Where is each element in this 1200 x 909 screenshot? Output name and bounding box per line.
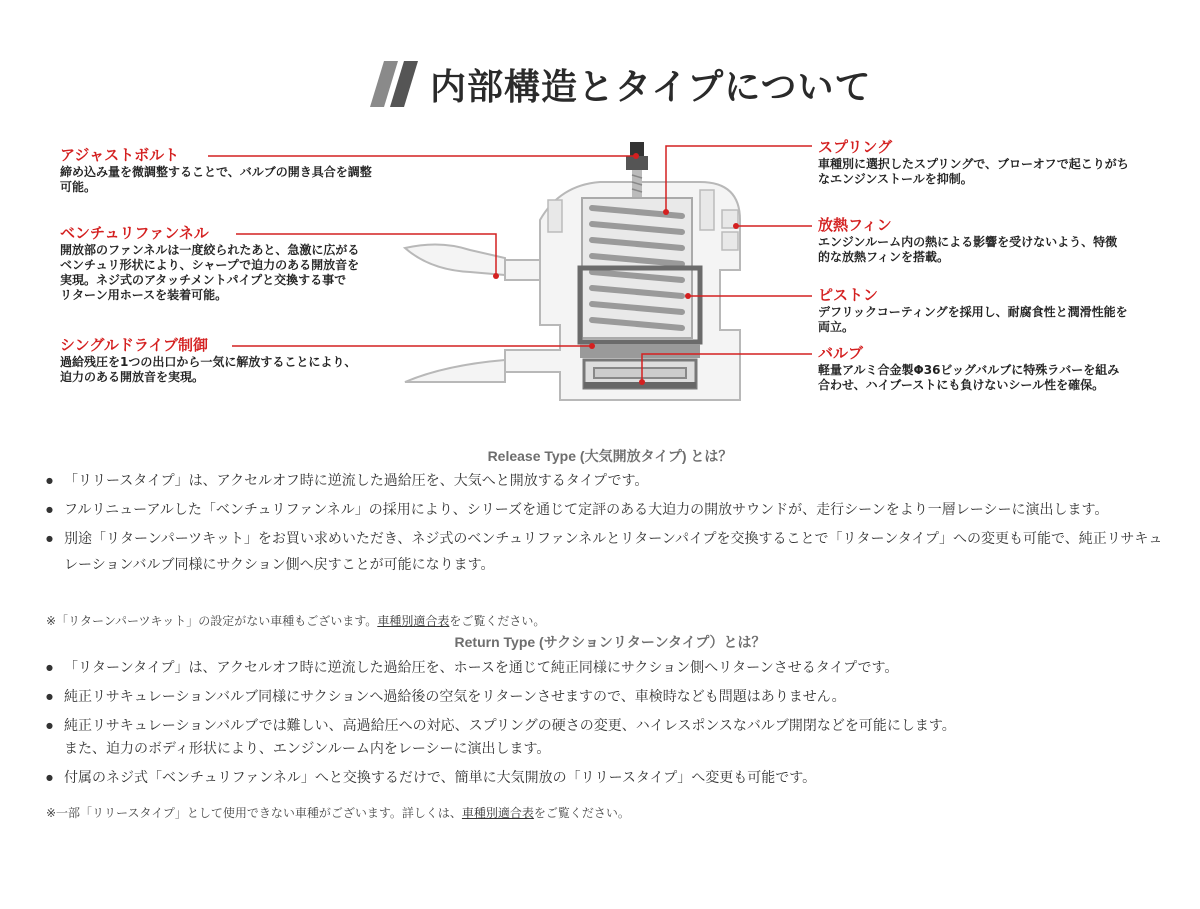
list-item: ● 「リターンタイプ」は、アクセルオフ時に逆流した過給圧を、ホースを通じて純正同様にサクション側へリターンさせるタイプです。 [46,655,1176,681]
callout-cooling-fins [818,216,1117,265]
list-item: ● 純正リサキュレーションバルブでは難しい、高過給圧への対応、スプリングの硬さの変更、ハイレスポンスなバルブ開閉などを可能にします。 [46,713,1176,739]
callout-adjust-bolt [60,146,372,195]
callout-title: ピストン [818,286,879,304]
note-text: ※一部「リリースタイプ」として使用できない車種がございます。詳しくは、 [46,806,462,820]
note-text: をご覧ください。 [533,806,630,820]
section-header [370,58,871,110]
callout-title: ベンチュリファンネル [60,224,209,242]
list-item: ● フルリニューアルした「ベンチュリファンネル」の採用により、シリーズを通じて定評のある大迫力の開放サウンドが、走行シーンをより一層レーシーに演出します。 [46,497,1176,523]
callout-text: 可能。 [60,180,97,194]
callout-text: 締め込み量を微調整することで、バルブの開き具合を調整 [60,165,372,179]
callout-text: 軽量アルミ合金製Φ36ビッグバルブに特殊ラバーを組み [818,363,1120,377]
callout-piston [818,286,1128,335]
return-note [46,804,630,821]
callout-title: アジャストボルト [60,146,180,164]
callout-text: リターン用ホースを装着可能。 [60,288,228,302]
list-item-continuation: また、迫力のボディ形状により、エンジンルーム内をレーシーに演出します。 [64,741,551,757]
release-type-list [46,468,1176,581]
callout-venturi-funnel [60,224,359,303]
callout-title: シングルドライブ制御 [60,336,208,354]
structure-diagram [0,120,1200,420]
callout-text: なエンジンストールを抑制。 [818,172,973,186]
return-type-list [46,655,1176,794]
callout-text: 合わせ、ハイブーストにも負けないシール性を確保。 [818,378,1105,392]
callout-text: エンジンルーム内の熱による影響を受けないよう、特徴 [818,235,1118,249]
release-note [46,612,545,629]
callout-text: 開放部のファンネルは一度絞られたあと、急激に広がる [60,243,360,257]
compatibility-table-link[interactable]: 車種別適合表 [461,806,534,820]
callout-text: 実現。ネジ式のアタッチメントパイプと交換する事で [60,273,347,287]
callout-text: 車種別に選択したスプリングで、ブローオフで起こりがち [818,157,1129,171]
callout-title: バルブ [818,344,864,362]
callout-text: 迫力のある開放音を実現。 [60,370,205,384]
callout-title: 放熱フィン [818,216,892,234]
callout-text: デフリックコーティングを採用し、耐腐食性と潤滑性能を [818,305,1128,319]
callout-spring [818,138,1129,187]
list-item: ● 別途「リターンパーツキット」をお買い求めいただき、ネジ式のベンチュリファンネルとリターンパイプを交換することで「リターンタイプ」への変更も可能で、純正リサキュレーションバルブ同様にサクション側へ戻すことが可能になります。 [46,526,1176,578]
list-item: ● 付属のネジ式「ベンチュリファンネル」へと交換するだけで、簡単に大気開放の「リリースタイプ」へ変更も可能です。 [46,765,1176,791]
callout-title: スプリング [818,138,893,156]
note-text: ※「リターンパーツキット」の設定がない車種もございます。 [46,614,378,628]
callout-text: 両立。 [818,320,855,334]
note-text: をご覧ください。 [449,614,546,628]
callout-single-drive [60,336,356,385]
list-item: ● 純正リサキュレーションバルブ同様にサクションへ過給後の空気をリターンさせますので、車検時なども問題はありません。 [46,684,1176,710]
release-type-heading: Release Type (大気開放タイプ) とは？ [487,448,733,464]
callout-text: 的な放熱フィンを搭載。 [818,250,950,264]
callout-text: 過給残圧を1つの出口から一気に解放することにより、 [60,355,357,369]
compatibility-table-link[interactable]: 車種別適合表 [377,614,450,628]
page-title: 内部構造とタイプについて [430,66,872,108]
return-type-heading: Return Type (サクションリターンタイプ）とは？ [454,634,766,650]
callout-text: ベンチュリ形状により、シャープで迫力のある開放音を [60,258,360,272]
list-item: ● 「リリースタイプ」は、アクセルオフ時に逆流した過給圧を、大気へと開放するタイプです。 [46,468,1176,494]
callout-valve [818,344,1119,393]
slash-bars-icon [370,61,420,107]
